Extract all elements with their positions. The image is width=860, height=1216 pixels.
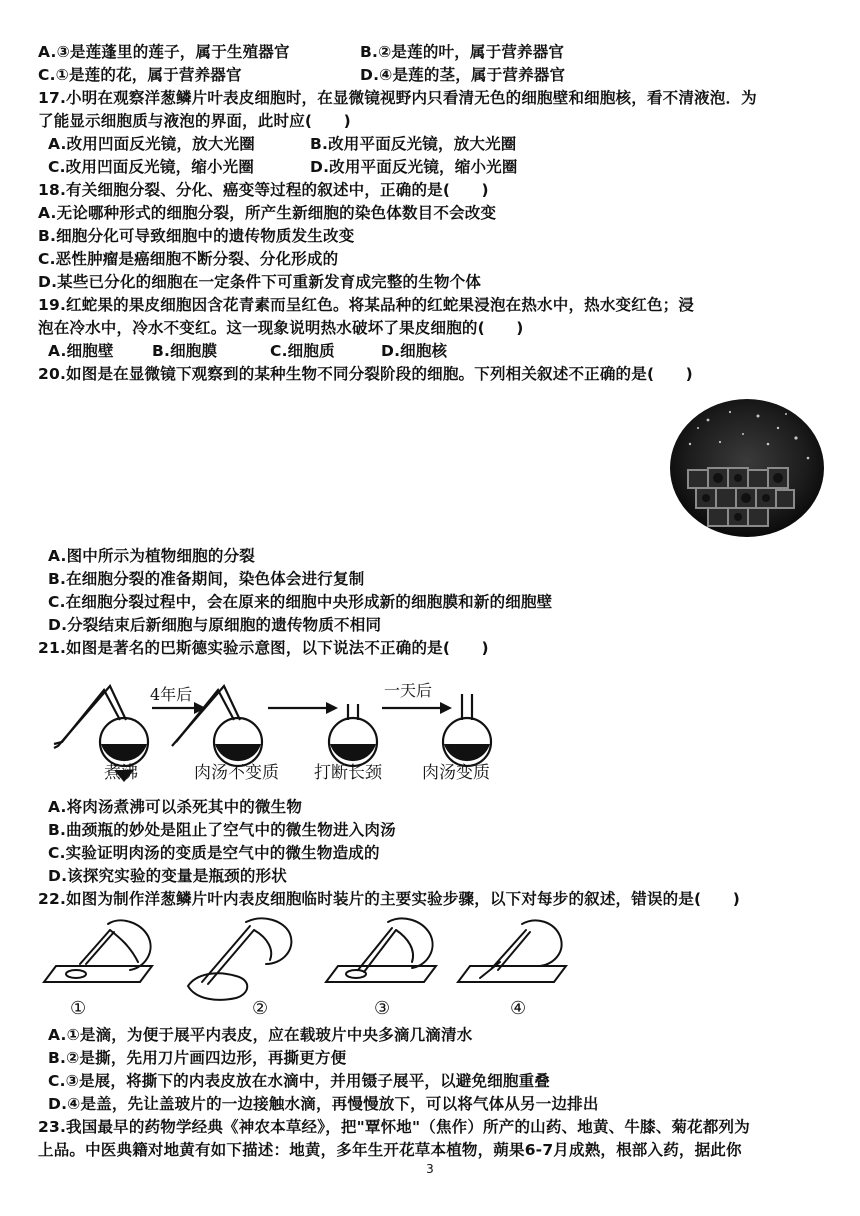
question-22-text: 22.如图为制作洋葱鳞片叶内表皮细胞临时装片的主要实验步骤，以下对每步的叙述，错误的是( ) bbox=[38, 890, 741, 908]
option-line bbox=[38, 41, 565, 63]
option-text: A.细胞壁 bbox=[48, 342, 114, 360]
option-text: C.实验证明肉汤的变质是空气中的微生物造成的 bbox=[48, 844, 380, 862]
question-20-text: 20.如图是在显微镜下观察到的某种生物不同分裂阶段的细胞。下列相关叙述不正确的是( ) bbox=[38, 365, 693, 383]
option-text: C.在细胞分裂过程中，会在原来的细胞中央形成新的细胞膜和新的细胞壁 bbox=[48, 593, 553, 611]
option-text: D.细胞核 bbox=[381, 342, 448, 360]
option-text: D.④是莲的茎，属于营养器官 bbox=[360, 66, 566, 84]
slide-steps-figure bbox=[40, 912, 570, 1022]
option-text: D.分裂结束后新细胞与原细胞的遗传物质不相同 bbox=[48, 616, 382, 634]
pasteur-caption: 肉汤变质 bbox=[422, 763, 490, 783]
option-text: B.细胞膜 bbox=[152, 342, 218, 360]
step-number: ③ bbox=[374, 998, 391, 1019]
step-number: ④ bbox=[510, 998, 527, 1019]
option-text: A.无论哪种形式的细胞分裂，所产生新细胞的染色体数目不会改变 bbox=[38, 204, 497, 222]
pasteur-experiment-figure bbox=[44, 664, 514, 794]
question-18-text: 18.有关细胞分裂、分化、癌变等过程的叙述中，正确的是( ) bbox=[38, 181, 489, 199]
question-17-text: 17.小明在观察洋葱鳞片叶表皮细胞时，在显微镜视野内只看清无色的细胞壁和细胞核，看不清液泡．为 bbox=[38, 89, 757, 107]
step-number: ① bbox=[70, 998, 87, 1019]
question-19-text: 19.红蛇果的果皮细胞因含花青素而呈红色。将某品种的红蛇果浸泡在热水中，热水变红色；浸 bbox=[38, 296, 695, 314]
step-number: ② bbox=[252, 998, 269, 1019]
pasteur-label: 4年后 bbox=[150, 685, 193, 704]
option-line bbox=[48, 133, 517, 155]
option-text: A.改用凹面反光镜，放大光圈 bbox=[48, 135, 255, 153]
question-19-text: 泡在冷水中，冷水不变红。这一现象说明热水破坏了果皮细胞的( ) bbox=[38, 319, 524, 337]
option-text: D.该探究实验的变量是瓶颈的形状 bbox=[48, 867, 287, 885]
option-text: D.改用平面反光镜，缩小光圈 bbox=[310, 158, 518, 176]
option-text: C.改用凹面反光镜，缩小光圈 bbox=[48, 158, 255, 176]
option-text: C.①是莲的花，属于营养器官 bbox=[38, 66, 242, 84]
pasteur-label: 一天后 bbox=[384, 681, 433, 700]
option-text: B.改用平面反光镜，放大光圈 bbox=[310, 135, 517, 153]
option-line bbox=[48, 156, 518, 178]
question-17-text: 了能显示细胞质与液泡的界面，此时应( ) bbox=[38, 112, 351, 130]
option-text: D.某些已分化的细胞在一定条件下可重新发育成完整的生物个体 bbox=[38, 273, 482, 291]
option-text: C.恶性肿瘤是癌细胞不断分裂、分化形成的 bbox=[38, 250, 339, 268]
question-23-text: 23.我国最早的药物学经典《神农本草经》，把"覃怀地"（焦作）所产的山药、地黄、牛膝、菊花都列为 bbox=[38, 1118, 750, 1136]
micrograph-image bbox=[668, 398, 826, 538]
option-text: B.②是莲的叶，属于营养器官 bbox=[360, 43, 565, 61]
option-text: C.③是展，将撕下的内表皮放在水滴中，并用镊子展平，以避免细胞重叠 bbox=[48, 1072, 550, 1090]
option-text: A.③是莲蓬里的莲子，属于生殖器官 bbox=[38, 43, 290, 61]
option-text: A.将肉汤煮沸可以杀死其中的微生物 bbox=[48, 798, 303, 816]
option-line bbox=[48, 340, 448, 362]
pasteur-caption: 肉汤不变质 bbox=[194, 763, 279, 783]
page-number: 3 bbox=[426, 1162, 434, 1176]
pasteur-caption: 打断长颈 bbox=[314, 763, 382, 783]
option-text: C.细胞质 bbox=[270, 342, 335, 360]
option-text: D.④是盖，先让盖玻片的一边接触水滴，再慢慢放下，可以将气体从另一边排出 bbox=[48, 1095, 599, 1113]
option-text: B.在细胞分裂的准备期间，染色体会进行复制 bbox=[48, 570, 365, 588]
question-23-text: 上品。中医典籍对地黄有如下描述：地黄，多年生开花草本植物，蒴果6-7月成熟，根部入药，据此你 bbox=[38, 1141, 742, 1159]
option-text: A.①是滴，为便于展平内表皮，应在载玻片中央多滴几滴清水 bbox=[48, 1026, 473, 1044]
option-text: B.细胞分化可导致细胞中的遗传物质发生改变 bbox=[38, 227, 355, 245]
option-text: A.图中所示为植物细胞的分裂 bbox=[48, 547, 255, 565]
option-text: B.曲颈瓶的妙处是阻止了空气中的微生物进入肉汤 bbox=[48, 821, 396, 839]
question-21-text: 21.如图是著名的巴斯德实验示意图，以下说法不正确的是( ) bbox=[38, 639, 489, 657]
option-line bbox=[38, 64, 566, 86]
option-text: B.②是撕，先用刀片画四边形，再撕更方便 bbox=[48, 1049, 347, 1067]
pasteur-caption: 煮沸 bbox=[104, 763, 138, 783]
